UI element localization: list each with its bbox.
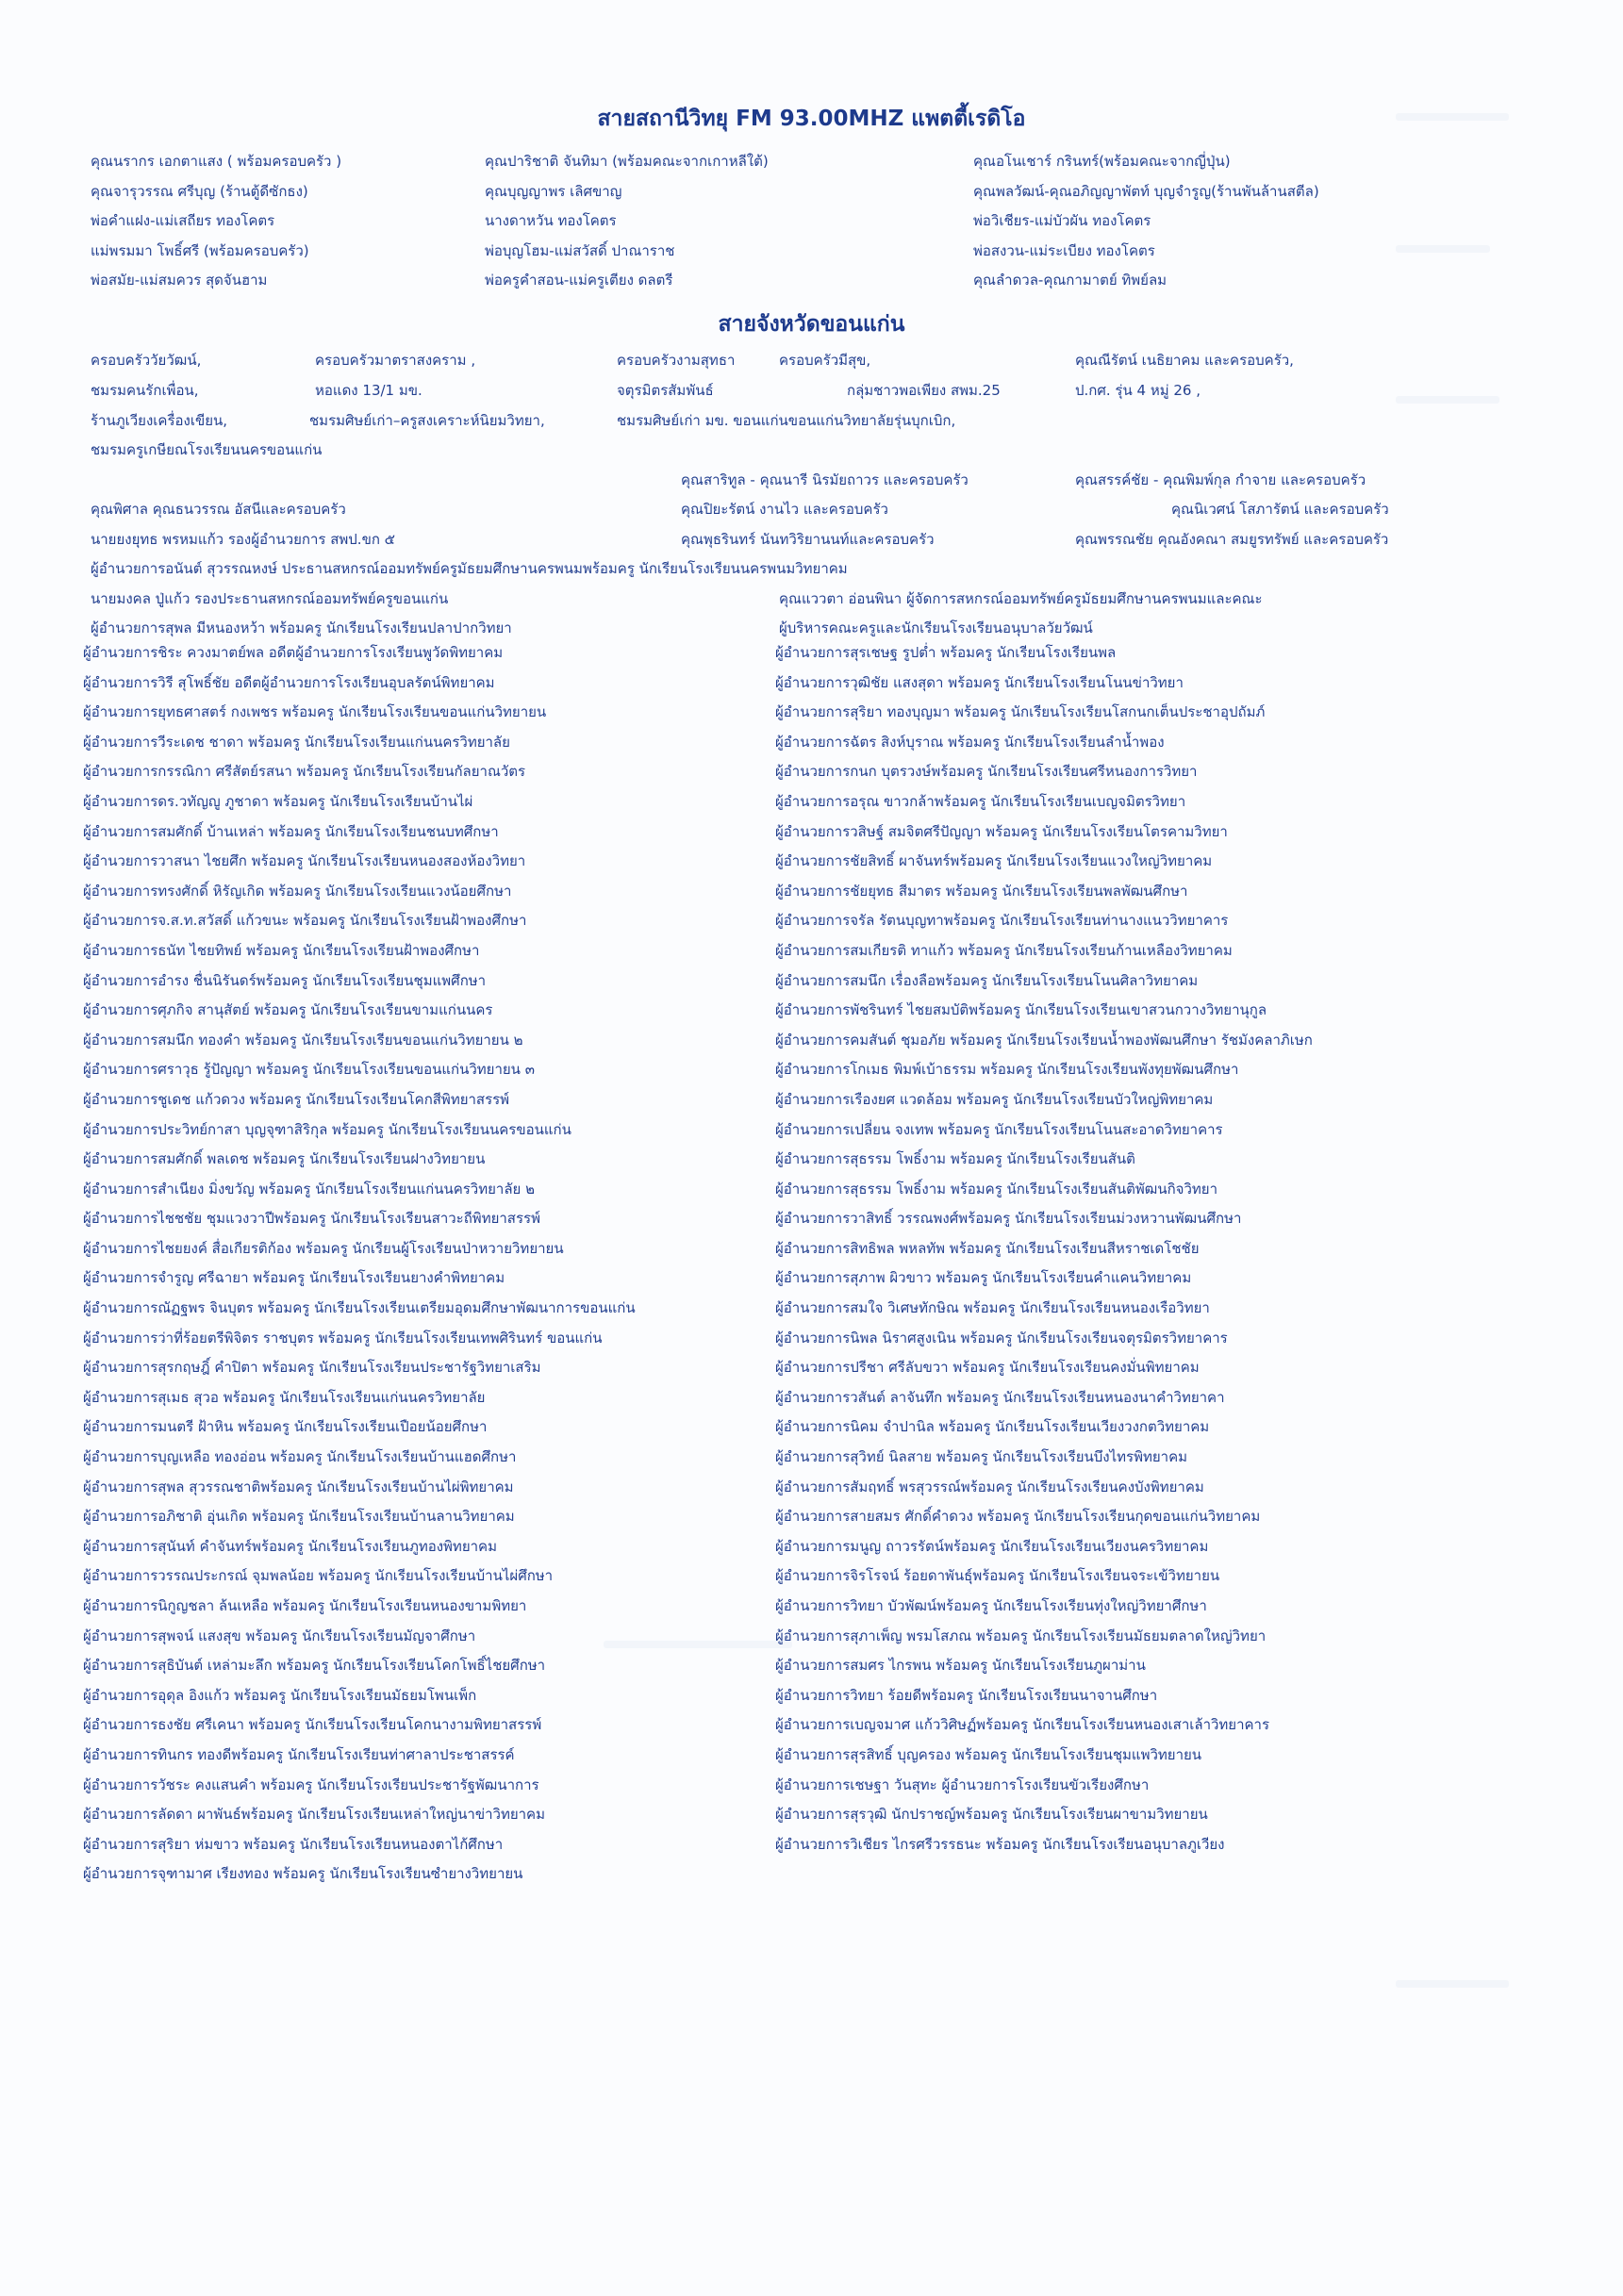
director-entry: ผู้อำนวยการโกเมธ พิมพ์เบ้าธรรม พร้อมครู นักเรียนโรงเรียนพังทุยพัฒนศึกษา	[775, 1061, 1239, 1079]
province-donor: ชมรมคนรักเพื่อน,	[91, 382, 199, 399]
director-entry: ผู้อำนวยการชัยยุทธ สีมาตร พร้อมครู นักเรียนโรงเรียนพลพัฒนศึกษา	[775, 882, 1188, 900]
province-donor: ชมรมศิษย์เก่า มข. ขอนแก่นขอนแก่นวิทยาลัยรุ่นบุกเบิก,	[617, 412, 956, 429]
director-entry: ผู้อำนวยการวาสนา ไชยศึก พร้อมครู นักเรียนโรงเรียนหนองสองห้องวิทยา	[83, 852, 526, 870]
director-entry: ผู้อำนวยการสิทธิพล พหลทัพ พร้อมครู นักเรียนโรงเรียนสีหราชเดโชชัย	[775, 1239, 1200, 1257]
station-donor: พ่อสงวน-แม่ระเบียง ทองโคตร	[973, 241, 1155, 259]
director-entry: ผู้อำนวยการชูเดช แก้วดวง พร้อมครู นักเรียนโรงเรียนโคกสีพิทยาสรรพ์	[83, 1090, 510, 1108]
director-entry: ผู้อำนวยการวรรณประกรณ์ จุมพลน้อย พร้อมครู นักเรียนโรงเรียนบ้านไผ่ศึกษา	[83, 1567, 554, 1585]
province-donor: ชมรมศิษย์เก่า–ครูสงเคราะห์นิยมวิทยา,	[309, 412, 545, 429]
province-donor: คุณปิยะรัตน์ งานไว และครอบครัว	[681, 501, 888, 518]
director-entry: ผู้อำนวยการสุพจน์ แสงสุข พร้อมครู นักเรียนโรงเรียนมัญจาศึกษา	[83, 1627, 476, 1644]
station-donor: คุณจารุวรรณ ศรีบุญ (ร้านตู้ดีซักธง)	[91, 182, 308, 200]
director-entry: ผู้อำนวยการจำรูญ ศรีฉายา พร้อมครู นักเรียนโรงเรียนยางคำพิทยาคม	[83, 1269, 505, 1287]
province-donor: คุณพิศาล คุณธนวรรณ อัสนีและครอบครัว	[91, 501, 346, 518]
province-donor: ชมรมครูเกษียณโรงเรียนนครขอนแก่น	[91, 441, 323, 458]
province-donor: คุณพุธรินทร์ นันทวิริยานนท์และครอบครัว	[681, 531, 935, 548]
director-entry: ผู้อำนวยการสุธรรม โพธิ์งาม พร้อมครู นักเรียนโรงเรียนสันติพัฒนกิจวิทยา	[775, 1180, 1217, 1198]
station-donor: นางดาหวัน ทองโคตร	[485, 212, 617, 230]
director-entry: ผู้อำนวยการประวิทย์กาสา บุญจุฑาสิริกุล พร้อมครู นักเรียนโรงเรียนนครขอนแก่น	[83, 1120, 571, 1138]
station-donor: คุณพลวัฒน์-คุณอภิญญาพัตท์ บุญจำรูญ(ร้านพันล้านสตีล)	[973, 182, 1319, 200]
province-donor: คุณณีรัตน์ เนธิยาคม และครอบครัว,	[1075, 352, 1294, 369]
province-donor: ผู้อำนวยการอนันต์ สุวรรณหงษ์ ประธานสหกรณ์ออมทรัพย์ครูมัธยมศึกษานครพนมพร้อมครู นักเรียนโรงเรียนนครพนมวิทยาคม	[91, 560, 848, 577]
province-donor: กลุ่มชาวพอเพียง สพม.25	[847, 382, 1001, 399]
director-entry: ผู้อำนวยการเบญจมาศ แก้ววิศิษฏ์พร้อมครู นักเรียนโรงเรียนหนองเสาเล้าวิทยาคาร	[775, 1716, 1270, 1734]
director-entry: ผู้อำนวยการดร.วทัญญู ภูชาดา พร้อมครู นักเรียนโรงเรียนบ้านไผ่	[83, 792, 473, 810]
bleed-through-mark	[1396, 1980, 1509, 1988]
director-entry: ผู้อำนวยการกรรณิกา ศรีสัตย์รสนา พร้อมครู นักเรียนโรงเรียนกัลยาณวัตร	[83, 763, 526, 781]
director-entry: ผู้อำนวยการสุรกฤษฎิ์ คำปิตา พร้อมครู นักเรียนโรงเรียนประชารัฐวิทยาเสริม	[83, 1359, 541, 1377]
director-entry: ผู้อำนวยการสมศักดิ์ บ้านเหล่า พร้อมครู นักเรียนโรงเรียนชนบทศึกษา	[83, 822, 499, 840]
director-entry: ผู้อำนวยการธงชัย ศรีเคนา พร้อมครู นักเรียนโรงเรียนโคกนางามพิทยาสรรพ์	[83, 1716, 542, 1734]
province-donor: ผู้บริหารคณะครูและนักเรียนโรงเรียนอนุบาลวัยวัฒน์	[779, 619, 1093, 636]
station-donor: คุณบุญญาพร เลิศขาญ	[485, 182, 622, 200]
director-list-right	[775, 638, 1313, 1859]
station-donor: คุณปาริชาติ จันทิมา (พร้อมคณะจากเกาหลีใต้)	[485, 153, 769, 170]
director-entry: ผู้อำนวยการนิพล นิราศสูงเนิน พร้อมครู นักเรียนโรงเรียนจตุรมิตรวิทยาคาร	[775, 1329, 1228, 1346]
director-entry: ผู้อำนวยการสมศร ไกรพน พร้อมครู นักเรียนโรงเรียนภูผาม่าน	[775, 1657, 1146, 1675]
station-donor: แม่พรมมา โพธิ์ศรี (พร้อมครอบครัว)	[91, 241, 309, 259]
station-donor: คุณนรากร เอกตาแสง ( พร้อมครอบครัว )	[91, 153, 342, 170]
director-entry: ผู้อำนวยการปรีชา ศรีลับขวา พร้อมครู นักเรียนโรงเรียนคงมั่นพิทยาคม	[775, 1359, 1200, 1377]
director-entry: ผู้อำนวยการวิเชียร ไกรศรีวรรธนะ พร้อมครู นักเรียนโรงเรียนอนุบาลภูเวียง	[775, 1835, 1225, 1853]
director-entry: ผู้อำนวยการจุฑามาศ เรียงทอง พร้อมครู นักเรียนโรงเรียนซำยางวิทยายน	[83, 1865, 523, 1883]
bleed-through-mark	[1396, 396, 1499, 404]
province-donor: นายยงยุทธ พรหมแก้ว รองผู้อำนวยการ สพป.ขก ๕	[91, 531, 396, 548]
director-entry: ผู้อำนวยการลัดดา ผาพันธ์พร้อมครู นักเรียนโรงเรียนเหล่าใหญ่นาข่าวิทยาคม	[83, 1806, 545, 1824]
director-entry: ผู้อำนวยการจรัล รัตนบุญทาพร้อมครู นักเรียนโรงเรียนท่านางแนววิทยาคาร	[775, 912, 1229, 930]
director-entry: ผู้อำนวยการวสิษฐ์ สมจิตศรีปัญญา พร้อมครู นักเรียนโรงเรียนโตรคามวิทยา	[775, 822, 1228, 840]
director-entry: ผู้อำนวยการเชษฐา วันสุทะ ผู้อำนวยการโรงเรียนขัวเรียงศึกษา	[775, 1776, 1150, 1793]
director-entry: ผู้อำนวยการกนก บุตรวงษ์พร้อมครู นักเรียนโรงเรียนศรีหนองการวิทยา	[775, 763, 1198, 781]
director-entry: ผู้อำนวยการจ.ส.ท.สวัสดิ์ แก้วขนะ พร้อมครู นักเรียนโรงเรียนฝ้าพองศึกษา	[83, 912, 527, 930]
director-entry: ผู้อำนวยการทรงศักดิ์ หิรัญเกิด พร้อมครู นักเรียนโรงเรียนแวงน้อยศึกษา	[83, 882, 512, 900]
director-entry: ผู้อำนวยการนิคม จำปานิล พร้อมครู นักเรียนโรงเรียนเวียงวงกตวิทยาคม	[775, 1418, 1210, 1436]
director-entry: ผู้อำนวยการนิกูญชลา ล้นเหลือ พร้อมครู นักเรียนโรงเรียนหนองขามพิทยา	[83, 1597, 527, 1614]
director-entry: ผู้อำนวยการวีระเดช ชาดา พร้อมครู นักเรียนโรงเรียนแก่นนครวิทยาลัย	[83, 733, 510, 751]
station-title: สายสถานีวิทยุ FM 93.00MHZ แพตตี้เรดิโอ	[597, 107, 1026, 131]
director-entry: ผู้อำนวยการสัมฤทธิ์ พรสุวรรณ์พร้อมครู นักเรียนโรงเรียนคงบังพิทยาคม	[775, 1478, 1204, 1495]
director-entry: ผู้อำนวยการวิทยา บัวพัฒน์พร้อมครู นักเรียนโรงเรียนทุ่งใหญ่วิทยาศึกษา	[775, 1597, 1207, 1614]
director-entry: ผู้อำนวยการทินกร ทองดีพร้อมครู นักเรียนโรงเรียนท่าศาลาประชาสรรค์	[83, 1745, 515, 1763]
station-column-3	[973, 147, 1319, 296]
station-column-1	[91, 147, 341, 296]
director-entry: ผู้อำนวยการวัชระ คงแสนคำ พร้อมครู นักเรียนโรงเรียนประชารัฐพัฒนาการ	[83, 1776, 539, 1793]
director-entry: ผู้อำนวยการชัยสิทธิ์ ผาจันทร์พร้อมครู นักเรียนโรงเรียนแวงใหญ่วิทยาคม	[775, 852, 1213, 870]
province-donor: คุณพรรณชัย คุณอังคณา สมยูรทรัพย์ และครอบครัว	[1075, 531, 1389, 548]
station-donor: คุณลำดวล-คุณกามาตย์ ทิพย์ลม	[973, 272, 1168, 289]
director-entry: ผู้อำนวยการมนตรี ฝ้าหิน พร้อมครู นักเรียนโรงเรียนเปือยน้อยศึกษา	[83, 1418, 488, 1436]
station-donor: พ่อบุญโฮม-แม่สวัสดิ์ ปาณาราช	[485, 241, 675, 259]
director-entry: ผู้อำนวยการเปลี่ยน จงเทพ พร้อมครู นักเรียนโรงเรียนโนนสะอาดวิทยาคาร	[775, 1120, 1223, 1138]
director-entry: ผู้อำนวยการวาสิทธิ์ วรรณพงศ์พร้อมครู นักเรียนโรงเรียนม่วงหวานพัฒนศึกษา	[775, 1210, 1242, 1228]
director-entry: ผู้อำนวยการวิทยา ร้อยดีพร้อมครู นักเรียนโรงเรียนนาจานศึกษา	[775, 1686, 1158, 1704]
director-entry: ผู้อำนวยการสุวิทย์ นิลสาย พร้อมครู นักเรียนโรงเรียนบึงไทรพิทยาคม	[775, 1448, 1188, 1466]
director-entry: ผู้อำนวยการสมศักดิ์ พลเดช พร้อมครู นักเรียนโรงเรียนฝางวิทยายน	[83, 1150, 486, 1168]
director-entry: ผู้อำนวยการสุรเชษฐ รูปต่ำ พร้อมครู นักเรียนโรงเรียนพล	[775, 644, 1117, 661]
director-entry: ผู้อำนวยการสุเมธ สุวอ พร้อมครู นักเรียนโรงเรียนแก่นนครวิทยาลัย	[83, 1388, 486, 1406]
director-entry: ผู้อำนวยการฉัตร สิงห์บุราณ พร้อมครู นักเรียนโรงเรียนลำน้ำพอง	[775, 733, 1165, 751]
director-entry: ผู้อำนวยการวิรี สุโพธิ์ชัย อดีตผู้อำนวยการโรงเรียนอุบลรัตน์พิทยาคม	[83, 673, 495, 691]
province-donor: ครอบครัวมาตราสงคราม ,	[315, 352, 476, 369]
station-column-2	[485, 147, 769, 296]
director-entry: ผู้อำนวยการศุภกิจ สานุสัตย์ พร้อมครู นักเรียนโรงเรียนขามแก่นนคร	[83, 1001, 493, 1019]
director-entry: ผู้อำนวยการวสันต์ ลาจันทึก พร้อมครู นักเรียนโรงเรียนหนองนาคำวิทยาคา	[775, 1388, 1225, 1406]
director-entry: ผู้อำนวยการอำรง ชื่นนิรันดร์พร้อมครู นักเรียนโรงเรียนชุมแพศึกษา	[83, 971, 487, 989]
director-entry: ผู้อำนวยการสมนึก ทองคำ พร้อมครู นักเรียนโรงเรียนขอนแก่นวิทยายน ๒	[83, 1031, 523, 1049]
director-entry: ผู้อำนวยการวุฒิชัย แสงสุดา พร้อมครู นักเรียนโรงเรียนโนนข่าวิทยา	[775, 673, 1184, 691]
director-entry: ผู้อำนวยการอุดุล อิงแก้ว พร้อมครู นักเรียนโรงเรียนมัธยมโพนเพ็ก	[83, 1686, 477, 1704]
province-donor: หอแดง 13/1 มข.	[315, 382, 422, 399]
province-donor: ครอบครัวงามสุทธา	[617, 352, 736, 369]
director-entry: ผู้อำนวยการสมใจ วิเศษทักษิณ พร้อมครู นักเรียนโรงเรียนหนองเรือวิทยา	[775, 1299, 1210, 1317]
province-donor: คุณแววตา อ่อนพินา ผู้จัดการสหกรณ์ออมทรัพย์ครูมัธยมศึกษานครพนมและคณะ	[779, 590, 1263, 607]
director-entry: ผู้อำนวยการสมเกียรติ ทาแก้ว พร้อมครู นักเรียนโรงเรียนก้านเหลืองวิทยาคม	[775, 941, 1233, 959]
station-donor: พ่อครูคำสอน-แม่ครูเตียง ดลตรี	[485, 272, 673, 289]
director-entry: ผู้อำนวยการสายสมร ศักดิ์คำดวง พร้อมครู นักเรียนโรงเรียนกุดขอนแก่นวิทยาคม	[775, 1508, 1261, 1526]
station-donor: คุณอโนเชาร์ กรินทร์(พร้อมคณะจากญี่ปุ่น)	[973, 153, 1231, 170]
director-entry: ผู้อำนวยการสุริยา ทองบุญมา พร้อมครู นักเรียนโรงเรียนโสกนกเต็นประชาอุปถัมภ์	[775, 703, 1266, 721]
director-entry: ผู้อำนวยการอภิชาติ อุ่นเกิด พร้อมครู นักเรียนโรงเรียนบ้านลานวิทยาคม	[83, 1508, 515, 1526]
director-entry: ผู้อำนวยการสุริยา ห่มขาว พร้อมครู นักเรียนโรงเรียนหนองตาไก้ศึกษา	[83, 1835, 504, 1853]
station-donor: พ่อสมัย-แม่สมควร สุดจันฮาม	[91, 272, 268, 289]
province-donor: คุณสรรค์ชัย - คุณพิมพ์กุล กำจาย และครอบครัว	[1075, 471, 1366, 488]
province-donor: ผู้อำนวยการสุพล มีหนองหว้า พร้อมครู นักเรียนโรงเรียนปลาปากวิทยา	[91, 619, 512, 636]
director-entry: ผู้อำนวยการมนูญ ถาวรรัตน์พร้อมครู นักเรียนโรงเรียนเวียงนครวิทยาคม	[775, 1537, 1209, 1555]
station-donor: พ่อวิเชียร-แม่บัวผัน ทองโคตร	[973, 212, 1151, 230]
province-donor: คุณนิเวศน์ โสภารัตน์ และครอบครัว	[1171, 501, 1389, 518]
province-donor: จตุรมิตรสัมพันธ์	[617, 382, 714, 399]
director-entry: ผู้อำนวยการสำเนียง มิ่งขวัญ พร้อมครู นักเรียนโรงเรียนแก่นนครวิทยาลัย ๒	[83, 1180, 535, 1198]
director-entry: ผู้อำนวยการบุญเหลือ ทองอ่อน พร้อมครู นักเรียนโรงเรียนบ้านแฮดศึกษา	[83, 1448, 517, 1466]
director-entry: ผู้อำนวยการคมสันต์ ชุมอภัย พร้อมครู นักเรียนโรงเรียนน้ำพองพัฒนศึกษา รัชมังคลาภิเษก	[775, 1031, 1313, 1049]
director-entry: ผู้อำนวยการศราวุธ รู้ปัญญา พร้อมครู นักเรียนโรงเรียนขอนแก่นวิทยายน ๓	[83, 1061, 535, 1079]
director-entry: ผู้อำนวยการสมนึก เรื่องลือพร้อมครู นักเรียนโรงเรียนโนนศิลาวิทยาคม	[775, 971, 1199, 989]
director-entry: ผู้อำนวยการสุรวุฒิ นักปราชญ์พร้อมครู นักเรียนโรงเรียนผาขามวิทยายน	[775, 1806, 1208, 1824]
director-entry: ผู้อำนวยการสุรสิทธิ์ บุญครอง พร้อมครู นักเรียนโรงเรียนชุมแพวิทยายน	[775, 1745, 1202, 1763]
province-donor: ร้านภูเวียงเครื่องเขียน,	[91, 412, 228, 429]
director-entry: ผู้อำนวยการณัฏฐพร จินบุตร พร้อมครู นักเรียนโรงเรียนเตรียมอุดมศึกษาพัฒนาการขอนแก่น	[83, 1299, 636, 1317]
province-donor: นายมงคล ปู่แก้ว รองประธานสหกรณ์ออมทรัพย์ครูขอนแก่น	[91, 590, 449, 607]
director-entry: ผู้อำนวยการสุภาเพ็ญ พรมโสภณ พร้อมครู นักเรียนโรงเรียนมัธยมตลาดใหญ่วิทยา	[775, 1627, 1267, 1644]
province-donor: ป.กศ. รุ่น 4 หมู่ 26 ,	[1075, 382, 1201, 399]
director-list-left	[83, 638, 636, 1890]
director-entry: ผู้อำนวยการพัชรินทร์ ไชยสมบัติพร้อมครู นักเรียนโรงเรียนเขาสวนกวางวิทยานุกูล	[775, 1001, 1267, 1019]
director-entry: ผู้อำนวยการว่าที่ร้อยตรีพิจิตร ราชบุตร พร้อมครู นักเรียนโรงเรียนเทพศิรินทร์ ขอนแก่น	[83, 1329, 603, 1346]
director-entry: ผู้อำนวยการธนัท ไชยทิพย์ พร้อมครู นักเรียนโรงเรียนฝ้าพองศึกษา	[83, 941, 480, 959]
director-entry: ผู้อำนวยการสุธิบันต์ เหล่ามะลึก พร้อมครู นักเรียนโรงเรียนโคกโพธิ์ไชยศึกษา	[83, 1657, 546, 1675]
bleed-through-mark	[1396, 245, 1490, 253]
province-title: สายจังหวัดขอนแก่น	[718, 312, 905, 337]
province-donor: ครอบครัววัยวัฒน์,	[91, 352, 202, 369]
director-entry: ผู้อำนวยการจิรโรจน์ ร้อยดาพันธุ์พร้อมครู นักเรียนโรงเรียนจระเข้วิทยายน	[775, 1567, 1220, 1585]
director-entry: ผู้อำนวยการสุภาพ ผิวขาว พร้อมครู นักเรียนโรงเรียนคำแคนวิทยาคม	[775, 1269, 1192, 1287]
director-entry: ผู้อำนวยการสุธรรม โพธิ์งาม พร้อมครู นักเรียนโรงเรียนสันติ	[775, 1150, 1135, 1168]
director-entry: ผู้อำนวยการไชชชัย ชุมแวงวาปีพร้อมครู นักเรียนโรงเรียนสาวะถีพิทยาสรรพ์	[83, 1210, 540, 1228]
director-entry: ผู้อำนวยการชิระ ควงมาตย์พล อดีตผู้อำนวยการโรงเรียนพูวัดพิทยาคม	[83, 644, 504, 661]
director-entry: ผู้อำนวยการอรุณ ขาวกล้าพร้อมครู นักเรียนโรงเรียนเบญจมิตรวิทยา	[775, 792, 1186, 810]
director-entry: ผู้อำนวยการสุพล สุวรรณชาติพร้อมครู นักเรียนโรงเรียนบ้านไผ่พิทยาคม	[83, 1478, 514, 1495]
director-entry: ผู้อำนวยการเรืองยศ แวดล้อม พร้อมครู นักเรียนโรงเรียนบัวใหญ่พิทยาคม	[775, 1090, 1214, 1108]
director-entry: ผู้อำนวยการสุนันท์ คำจันทร์พร้อมครู นักเรียนโรงเรียนภูทองพิทยาคม	[83, 1537, 497, 1555]
province-donor: ครอบครัวมีสุข,	[779, 352, 871, 369]
province-donor: คุณสาริทูล - คุณนารี นิรมัยถาวร และครอบครัว	[681, 471, 969, 488]
station-donor: พ่อคำแฝง-แม่เสถียร ทองโคตร	[91, 212, 275, 230]
director-entry: ผู้อำนวยการยุทธศาสตร์ กงเพชร พร้อมครู นักเรียนโรงเรียนขอนแก่นวิทยายน	[83, 703, 547, 721]
director-entry: ผู้อำนวยการไชยยงค์ สื่อเกียรติก้อง พร้อมครู นักเรียนผู้โรงเรียนป่าหวายวิทยายน	[83, 1239, 564, 1257]
